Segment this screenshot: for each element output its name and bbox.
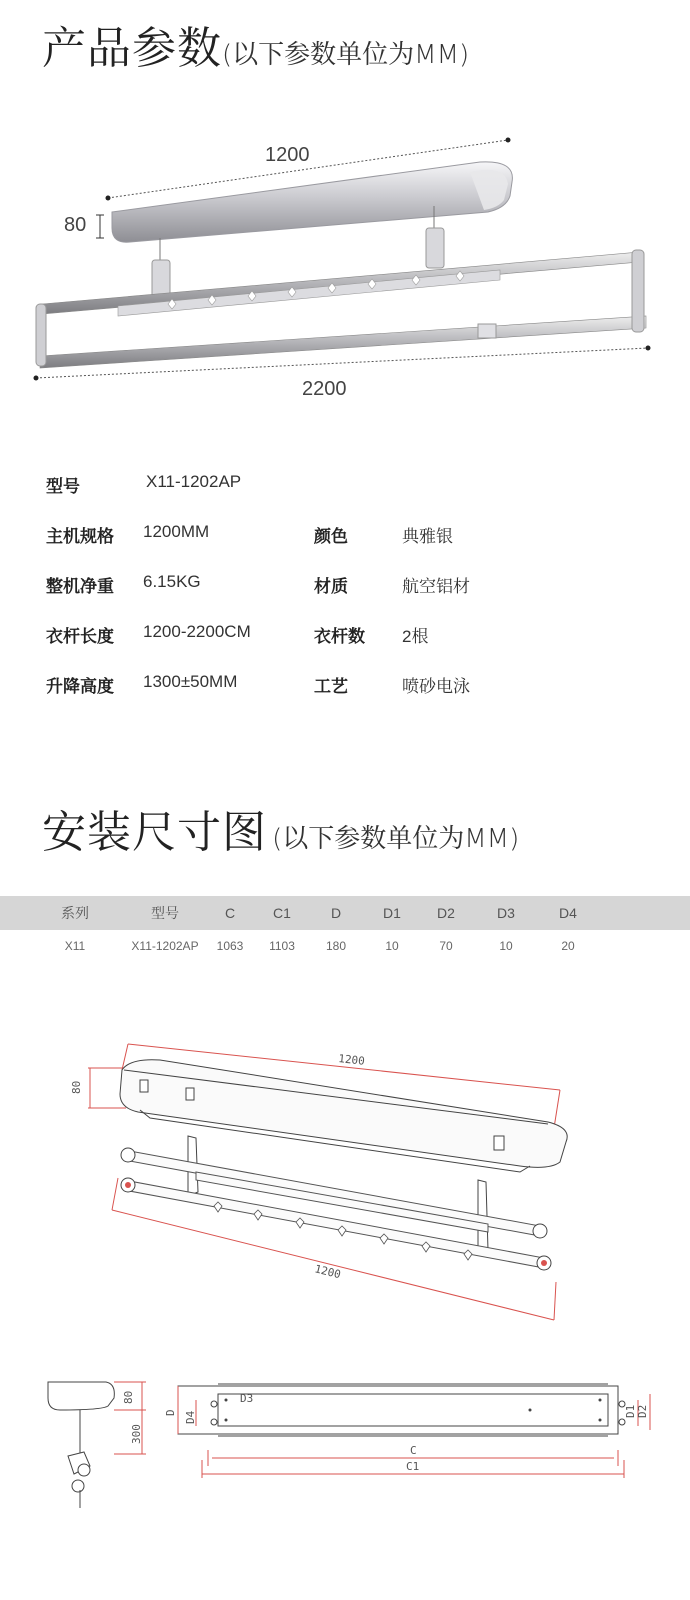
svg-text:80: 80 <box>70 1080 83 1094</box>
spec-key: 衣杆数 <box>314 627 365 647</box>
params-title: 产品参数 <box>42 23 222 74</box>
dimension-table-header <box>0 896 690 930</box>
table-cell: X11-1202AP <box>131 939 199 953</box>
table-cell: 1103 <box>269 939 295 953</box>
svg-text:C1: C1 <box>406 1460 420 1473</box>
header-cell: C <box>224 905 236 921</box>
spec-key: 材质 <box>314 577 348 597</box>
plan-label-d4 <box>184 1410 197 1424</box>
table-cell: 10 <box>499 939 513 953</box>
spec-key: 型号 <box>46 477 80 497</box>
section-title-params <box>42 12 469 76</box>
svg-text:1200: 1200 <box>313 1262 343 1282</box>
plan-label-d3 <box>240 1392 253 1405</box>
spec-value: 航空铝材 <box>402 577 470 596</box>
spec-value: 喷砂电泳 <box>402 677 470 696</box>
bottom-length-label <box>313 1262 342 1281</box>
spec-row <box>46 522 666 572</box>
section-title-install <box>42 796 519 860</box>
dimension-table <box>0 896 690 962</box>
plan-label-d <box>164 1409 177 1416</box>
spec-row <box>46 572 666 622</box>
spec-value: 1200-2200CM <box>143 622 251 641</box>
spec-key: 升降高度 <box>46 677 114 697</box>
plan-label-c1 <box>406 1460 419 1473</box>
drying-rack-image <box>0 120 690 420</box>
spec-row <box>46 672 666 722</box>
spec-value: X11-1202AP <box>146 472 242 491</box>
spec-key: 衣杆长度 <box>46 627 114 647</box>
svg-text:D1: D1 <box>624 1404 637 1418</box>
spec-key: 主机规格 <box>46 527 114 547</box>
spec-key: 颜色 <box>314 527 348 547</box>
dimension-table-row <box>0 930 690 962</box>
spec-value: 典雅银 <box>402 527 453 546</box>
side-height-80-label <box>122 1391 135 1404</box>
svg-text:D: D <box>164 1409 177 1416</box>
isometric-drawing <box>0 1010 690 1340</box>
side-height-300-label <box>130 1424 143 1444</box>
spec-value: 6.15KG <box>143 572 201 591</box>
length-dimension: 1200 <box>265 144 310 166</box>
spec-value: 1200MM <box>143 522 210 541</box>
svg-text:80: 80 <box>122 1390 135 1404</box>
spec-value: 1300±50MM <box>143 672 238 691</box>
svg-text:D3: D3 <box>240 1392 254 1405</box>
product-render <box>0 120 690 420</box>
table-cell: 10 <box>385 939 399 953</box>
plan-label-c <box>410 1444 417 1457</box>
table-cell: 1063 <box>216 939 244 953</box>
svg-text:C: C <box>410 1444 417 1457</box>
side-plan-line-drawing <box>0 1370 690 1570</box>
side-plan-drawing <box>0 1370 690 1570</box>
height-dimension: 80 <box>64 214 87 236</box>
table-cell: 20 <box>561 939 575 953</box>
install-subtitle: (以下参数单位为MM) <box>272 824 520 854</box>
spec-row <box>46 472 666 522</box>
plan-label-d2 <box>636 1405 649 1418</box>
svg-text:300: 300 <box>130 1424 143 1444</box>
spec-key: 整机净重 <box>46 577 114 597</box>
svg-text:1200: 1200 <box>337 1052 366 1068</box>
spec-row <box>46 622 666 672</box>
header-cell: D2 <box>437 905 455 921</box>
header-cell: 系列 <box>61 905 89 921</box>
top-length-label <box>338 1052 366 1068</box>
params-subtitle: (以下参数单位为MM) <box>222 40 470 70</box>
header-cell: D4 <box>559 905 577 921</box>
spec-value: 2根 <box>402 627 429 646</box>
isometric-line-drawing <box>0 1010 690 1340</box>
header-cell: D <box>330 905 342 921</box>
svg-text:D2: D2 <box>636 1404 649 1418</box>
install-title: 安装尺寸图 <box>42 807 267 858</box>
spec-table <box>46 472 666 722</box>
svg-text:D4: D4 <box>184 1410 197 1424</box>
header-cell: C1 <box>273 905 291 921</box>
table-cell: 70 <box>439 939 453 953</box>
table-cell: 180 <box>325 939 347 953</box>
table-cell: X11 <box>64 939 86 953</box>
header-cell: D3 <box>497 905 515 921</box>
span-dimension: 2200 <box>302 378 347 400</box>
height-label <box>70 1081 83 1094</box>
spec-key: 工艺 <box>314 677 348 697</box>
header-cell: 型号 <box>151 905 179 921</box>
header-cell: D1 <box>383 905 401 921</box>
